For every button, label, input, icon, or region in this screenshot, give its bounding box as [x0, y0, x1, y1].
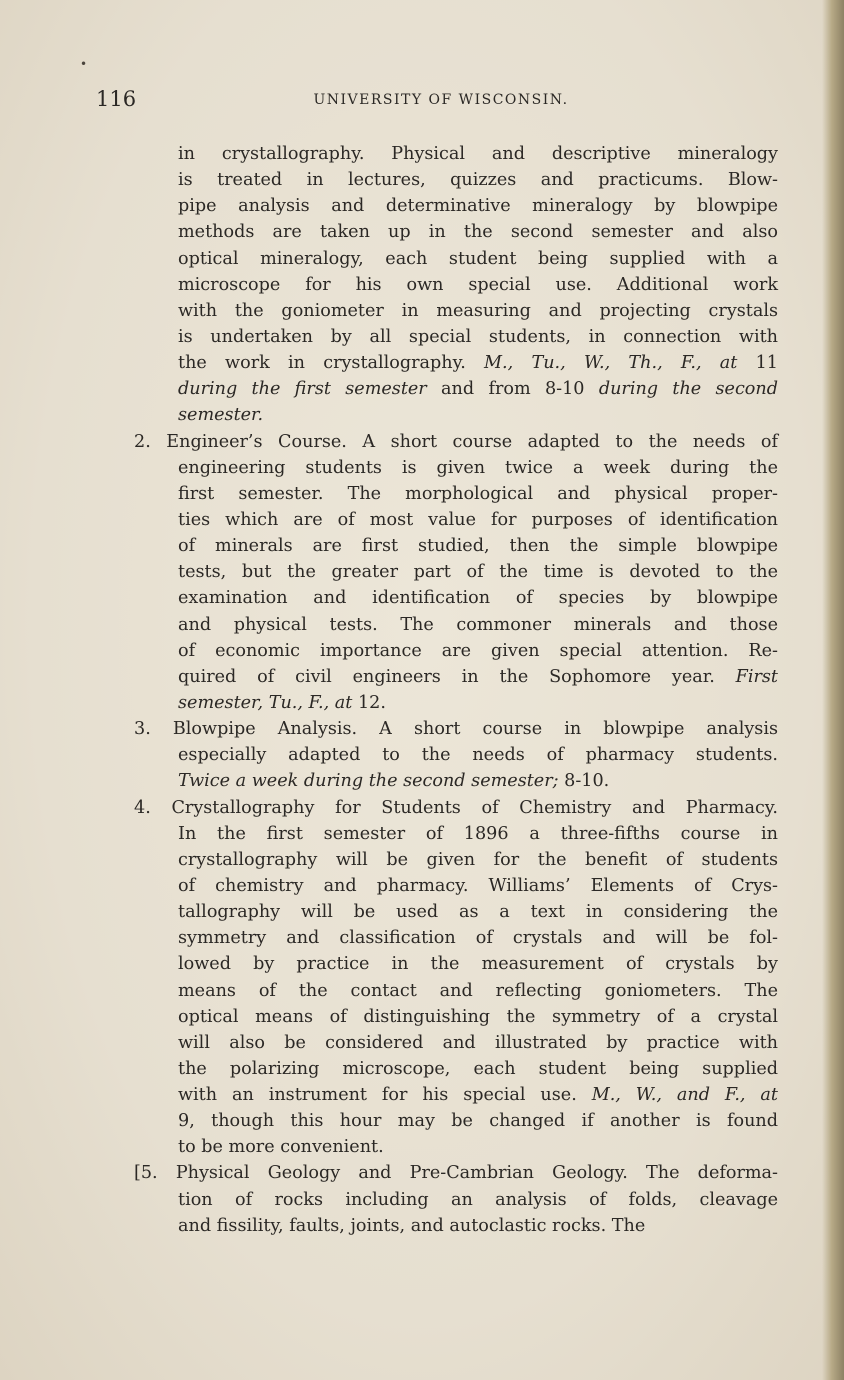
- line-text: lowed by practice in the measurement of crystals by: [178, 954, 778, 975]
- text-line: [178, 821, 778, 847]
- page-body: [0, 141, 844, 1239]
- line-text: the work in crystallography.: [178, 353, 485, 374]
- line-text: 3. Blowpipe Analysis. A short course in blowpipe analysis: [134, 719, 778, 740]
- text-line: [178, 638, 778, 664]
- line-text: first semester. The morphological and physical proper-: [178, 483, 778, 504]
- text-line: [178, 481, 778, 507]
- line-text: 9, though this hour may be changed if another is found: [178, 1111, 778, 1132]
- line-text: with an instrument for his special use.: [178, 1085, 592, 1106]
- italic-text: Twice a week during the second semester;: [178, 771, 559, 792]
- line-text: optical mineralogy, each student being supplied with a: [178, 248, 778, 269]
- line-text: is treated in lectures, quizzes and practicums. Blow-: [178, 170, 778, 191]
- line-text: examination and identification of species by blowpipe: [178, 588, 778, 609]
- line-text: pipe analysis and determinative mineralogy by blowpipe: [178, 196, 778, 217]
- line-text: the polarizing microscope, each student being supplied: [178, 1058, 778, 1079]
- ink-speck: •: [80, 57, 88, 71]
- line-text: in crystallography. Physical and descriptive mineralogy: [178, 144, 778, 164]
- line-text: quired of civil engineers in the Sophomore year.: [178, 666, 736, 687]
- italic-text: M., W., and F., at: [591, 1085, 778, 1106]
- text-line: [178, 585, 778, 611]
- italic-text: during the second: [598, 379, 778, 400]
- paragraph: [0, 429, 844, 717]
- text-line: [134, 716, 778, 742]
- line-text: optical means of distinguishing the symmetry of a crystal: [178, 1006, 778, 1027]
- page-number: 116: [96, 87, 137, 111]
- text-line: [134, 1160, 778, 1186]
- line-text: 2. Engineer’s Course. A short course adapted to the needs of: [134, 431, 778, 452]
- text-line: [178, 167, 778, 193]
- text-line: [178, 533, 778, 559]
- text-line: [178, 847, 778, 873]
- line-text: tests, but the greater part of the time is devoted to the: [178, 562, 778, 583]
- text-line: [178, 1004, 778, 1030]
- text-line: [178, 1082, 778, 1108]
- text-line: [178, 768, 778, 794]
- line-text: with the goniometer in measuring and projecting crystals: [178, 300, 778, 321]
- paragraph: [0, 795, 844, 1161]
- text-line: [178, 402, 778, 428]
- text-line: [178, 559, 778, 585]
- text-line: [178, 455, 778, 481]
- line-text: to be more convenient.: [178, 1137, 384, 1158]
- line-text: 8-10.: [558, 771, 610, 792]
- line-text: is undertaken by all special students, in connection with: [178, 326, 778, 347]
- text-line: [178, 690, 778, 716]
- text-line: [178, 899, 778, 925]
- line-text: will also be considered and illustrated by practice with: [178, 1032, 778, 1053]
- line-text: 12.: [352, 692, 386, 713]
- line-text: crystallography will be given for the benefit of students: [178, 849, 778, 870]
- text-line: [178, 978, 778, 1004]
- line-text: of chemistry and pharmacy. Williams’ Elements of Crys-: [178, 875, 778, 896]
- text-line: [178, 742, 778, 768]
- paragraph: [0, 1160, 844, 1238]
- text-line: [178, 376, 778, 402]
- text-line: [178, 951, 778, 977]
- line-text: and physical tests. The commoner minerals and those: [178, 614, 778, 635]
- text-line: [178, 193, 778, 219]
- italic-text: during the first semester: [178, 379, 427, 400]
- line-text: and from 8-10: [426, 379, 599, 400]
- line-text: tallography will be used as a text in considering the: [178, 902, 778, 923]
- line-text: of economic importance are given special attention. Re-: [178, 640, 778, 661]
- text-line: [134, 795, 778, 821]
- text-line: [178, 1187, 778, 1213]
- text-line: [178, 272, 778, 298]
- text-line: [178, 246, 778, 272]
- text-line: [178, 1134, 778, 1160]
- text-line: [178, 1056, 778, 1082]
- running-title: UNIVERSITY OF WISCONSIN.: [313, 92, 569, 108]
- italic-text: semester.: [178, 405, 264, 426]
- line-text: 4. Crystallography for Students of Chemistry and Pharmacy.: [134, 797, 778, 818]
- line-text: methods are taken up in the second semester and also: [178, 222, 778, 243]
- line-text: ties which are of most value for purposes of identification: [178, 509, 778, 530]
- paragraph: [0, 716, 844, 794]
- line-text: [5. Physical Geology and Pre-Cambrian Geology. The deforma-: [134, 1163, 778, 1184]
- line-text: In the first semester of 1896 a three-fifths course in: [178, 823, 778, 844]
- text-line: [178, 612, 778, 638]
- text-line: [178, 298, 778, 324]
- line-text: means of the contact and reflecting goniometers. The: [178, 980, 778, 1001]
- text-line: [178, 664, 778, 690]
- line-text: especially adapted to the needs of pharmacy students.: [178, 745, 778, 766]
- italic-text: semester, Tu., F., at: [178, 692, 353, 713]
- text-line: [178, 350, 778, 376]
- text-line: [178, 507, 778, 533]
- line-text: engineering students is given twice a week during the: [178, 457, 778, 478]
- text-line: [178, 219, 778, 245]
- text-line: [178, 1213, 778, 1239]
- line-text: of minerals are first studied, then the simple blowpipe: [178, 536, 778, 557]
- text-line: [134, 429, 778, 455]
- text-line: [178, 925, 778, 951]
- text-line: [178, 1030, 778, 1056]
- line-text: microscope for his own special use. Additional work: [178, 274, 778, 295]
- italic-text: M., Tu., W., Th., F., at: [484, 353, 738, 374]
- text-line: [178, 324, 778, 350]
- page-header: [96, 87, 786, 117]
- text-line: [178, 1108, 778, 1134]
- line-text: tion of rocks including an analysis of folds, cleavage: [178, 1189, 778, 1210]
- line-text: and fissility, faults, joints, and autoclastic rocks. The: [178, 1215, 646, 1236]
- line-text: 11: [737, 353, 778, 374]
- text-line: [178, 141, 778, 167]
- italic-text: First: [735, 666, 778, 687]
- paragraph: [0, 141, 844, 429]
- line-text: symmetry and classification of crystals and will be fol-: [178, 928, 778, 949]
- text-line: [178, 873, 778, 899]
